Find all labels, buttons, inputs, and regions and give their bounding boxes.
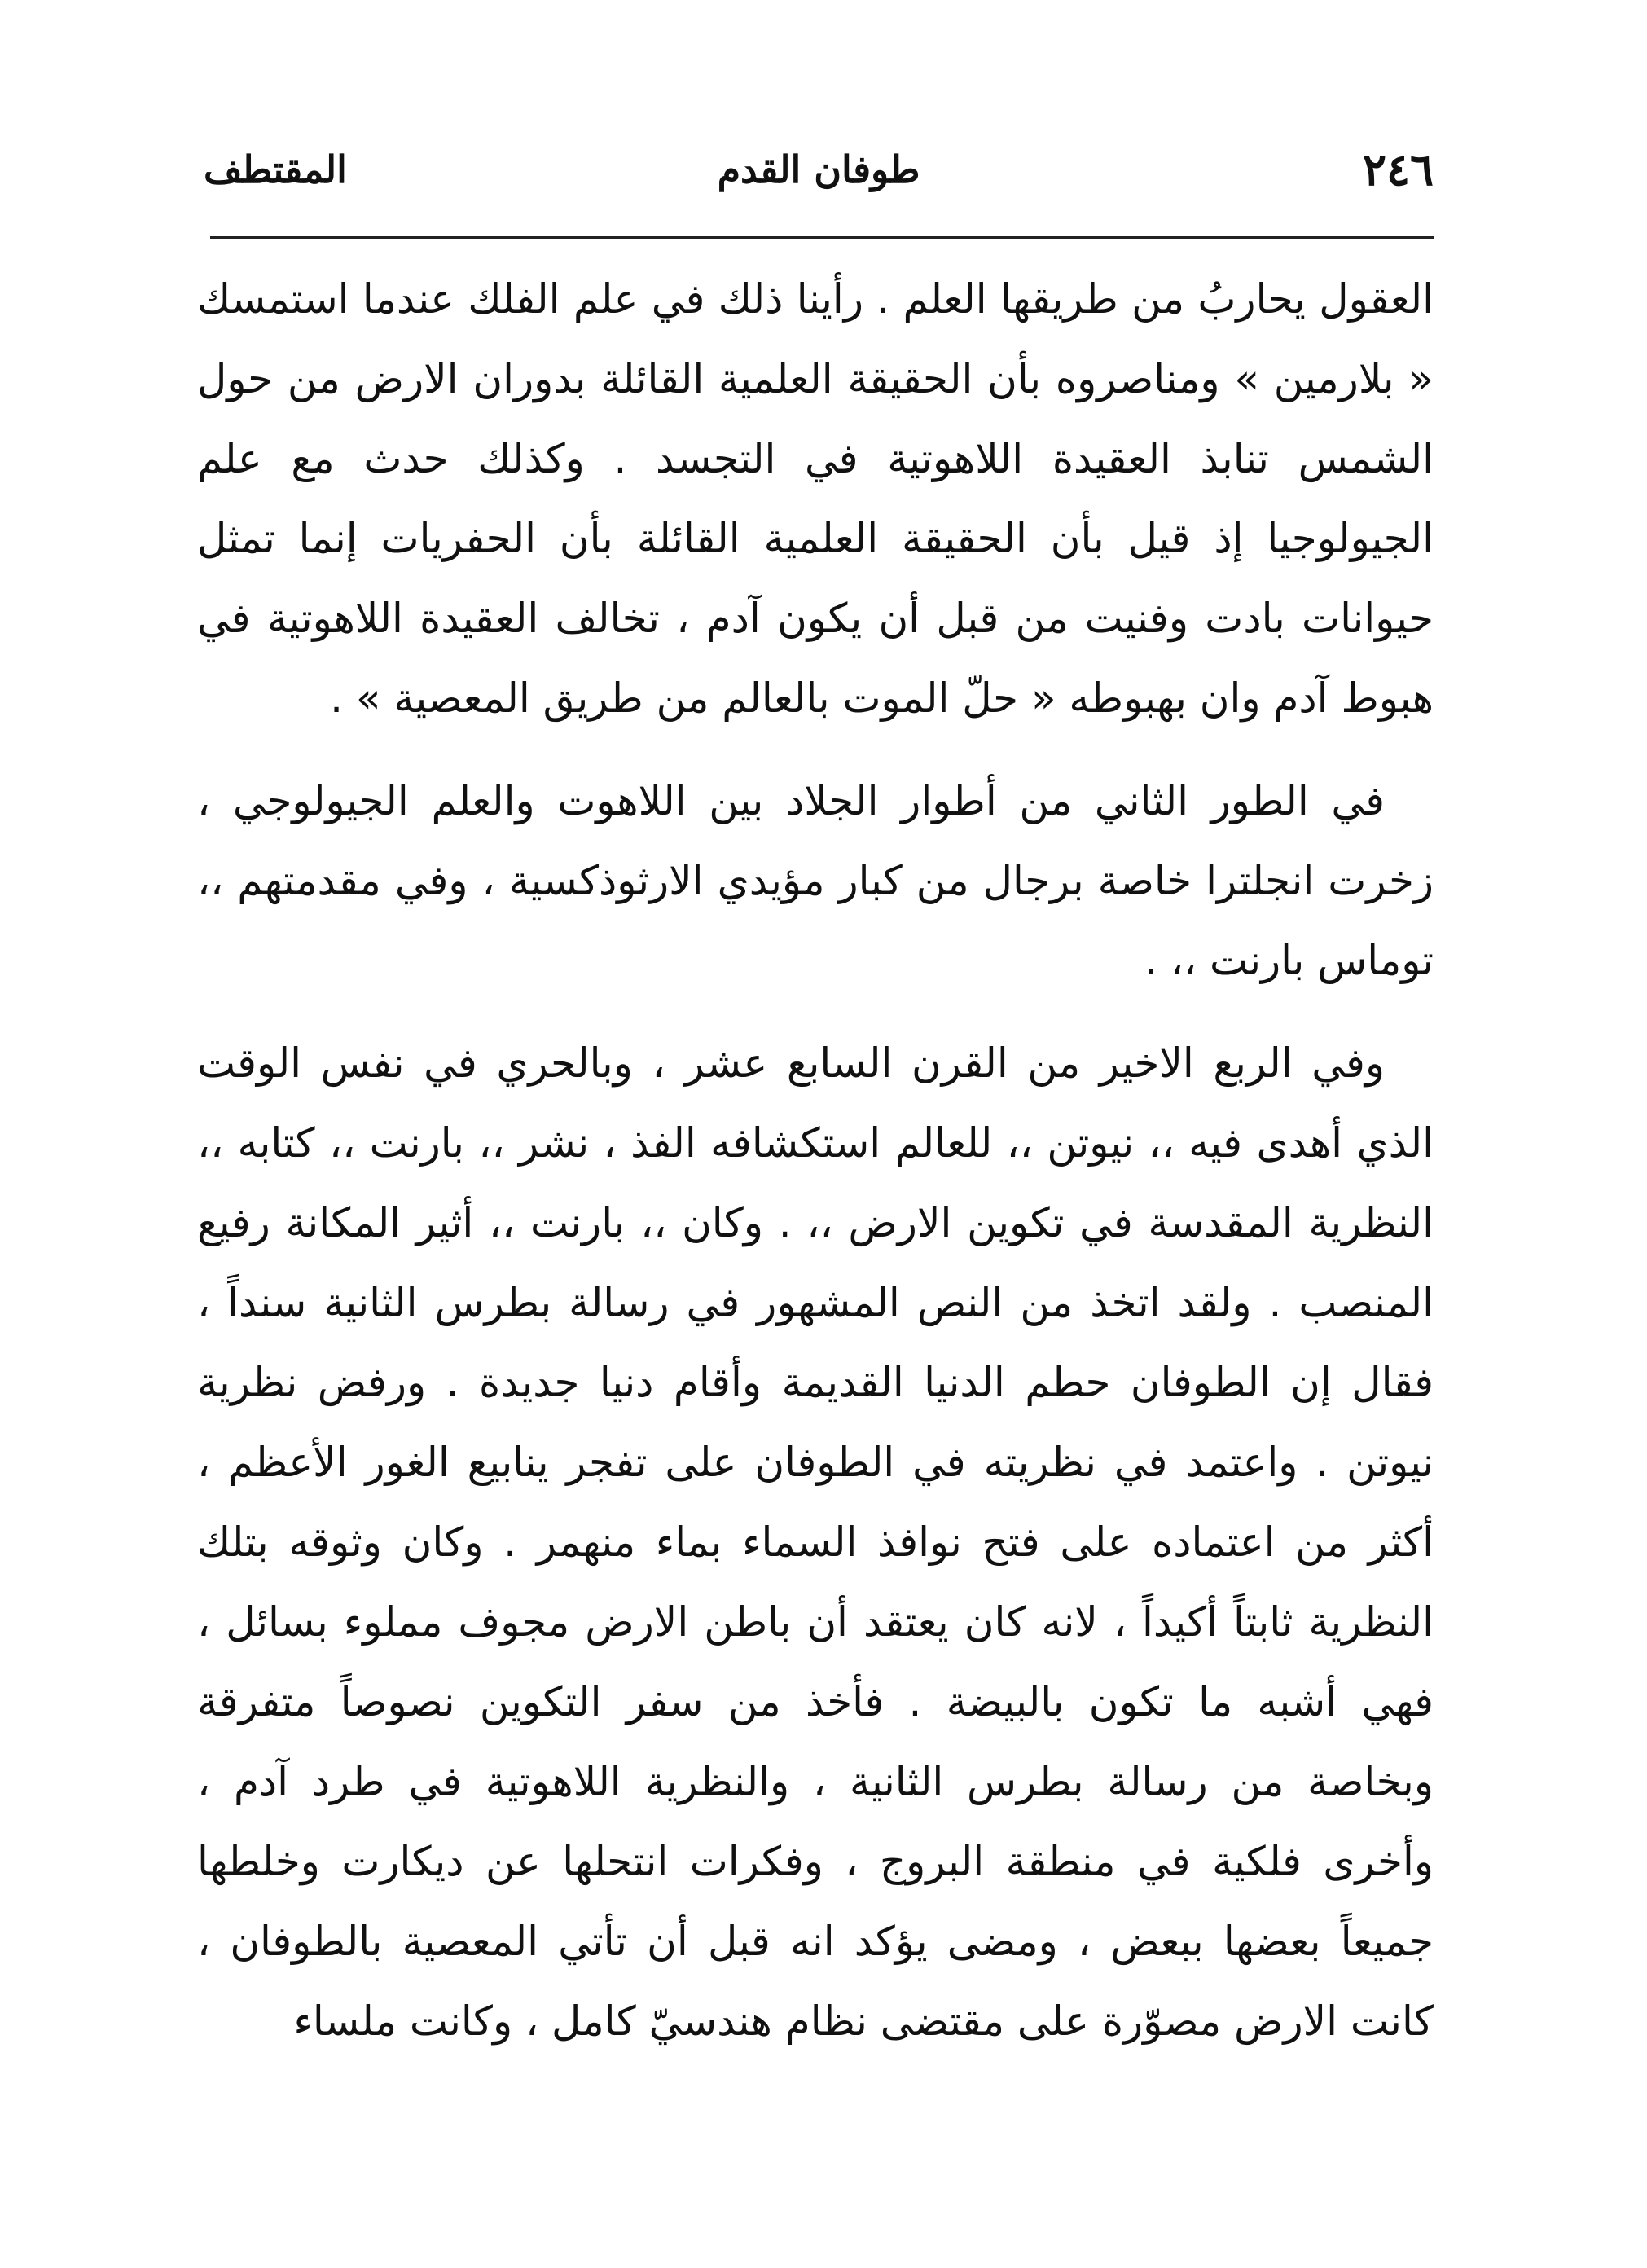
running-header bbox=[204, 137, 1434, 202]
article-body bbox=[197, 259, 1434, 2061]
paragraph: في الطور الثاني من أطوار الجلاد بين اللاهوت والعلم الجيولوجي ، زخرت انجلترا خاصة برجال من كبار مؤيدي الارثوذكسية ، وفي مقدمتهم ،، توماس بارنت ،، . bbox=[197, 777, 1434, 984]
running-title: طوفان القدم bbox=[717, 147, 920, 191]
page-number: ٢٤٦ bbox=[1362, 143, 1434, 196]
paragraph: وفي الربع الاخير من القرن السابع عشر ، وبالحري في نفس الوقت الذي أهدى فيه ،، نيوتن ،، للعالم استكشافه الفذ ، نشر ،، بارنت ،، كتابه ،، النظرية المقدسة في تكوين الارض ،، . وكان ،، بارنت ،، أثير المكانة رفيع المنصب . ولقد اتخذ من النص المشهور في رسالة بطرس الثانية سنداً ، فقال إن الطوفان حطم الدنيا القديمة وأقام دنيا جديدة . ورفض نظرية نيوتن . واعتمد في نظريته في الطوفان على تفجر ينابيع الغور الأعظم ، أكثر من اعتماده على فتح نوافذ السماء بماء منهمر . وكان وثوقه بتلك النظرية ثابتاً أكيداً ، لانه كان يعتقد أن باطن الارض مجوف مملوء بسائل ، فهي أشبه ما تكون بالبيضة . فأخذ من سفر التكوين نصوصاً متفرقة وبخاصة من رسالة بطرس الثانية ، والنظرية اللاهوتية في طرد آدم ، وأخرى فلكية في منطقة البروج ، وفكرات انتحلها عن ديكارت وخلطها جميعاً بعضها ببعض ، ومضى يؤكد انه قبل أن تأتي المعصية بالطوفان ، كانت الارض مصوّرة على مقتضى نظام هندسيّ كامل ، وكانت ملساء bbox=[197, 1040, 1434, 2045]
header-rule bbox=[210, 236, 1434, 239]
paragraph: العقول يحاربُ من طريقها العلم . رأينا ذلك في علم الفلك عندما استمسك « بلارمين » ومناصروه بأن الحقيقة العلمية القائلة بدوران الارض من حول الشمس تنابذ العقيدة اللاهوتية في التجسد . وكذلك حدث مع علم الجيولوجيا إذ قيل بأن الحقيقة العلمية القائلة بأن الحفريات إنما تمثل حيوانات بادت وفنيت من قبل أن يكون آدم ، تخالف العقيدة اللاهوتية في هبوط آدم وان بهبوطه « حلّ الموت بالعالم من طريق المعصية » . bbox=[197, 275, 1434, 722]
magazine-name: المقتطف bbox=[204, 147, 347, 191]
